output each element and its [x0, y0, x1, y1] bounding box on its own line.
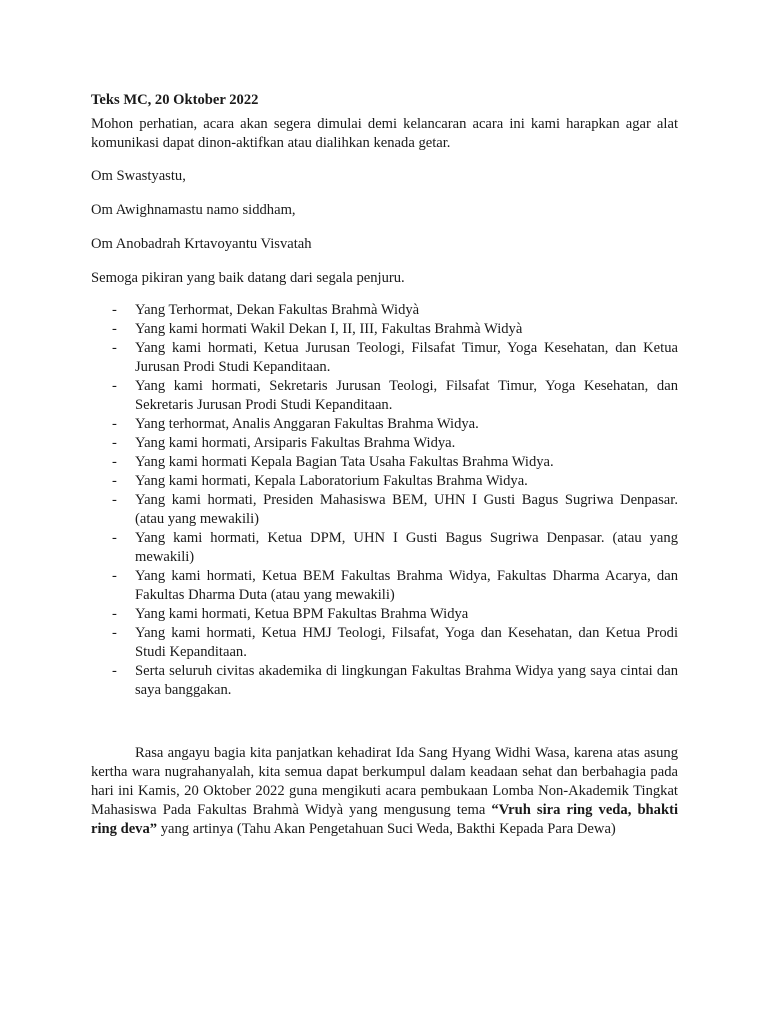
- list-item: - Yang kami hormati, Ketua HMJ Teologi, Filsafat, Yoga dan Kesehatan, dan Ketua Prodi Studi Kepanditaan.: [112, 625, 678, 660]
- bullet-dash: -: [112, 416, 117, 432]
- list-item: - Yang kami hormati, Ketua BEM Fakultas Brahma Widya, Fakultas Dharma Acarya, dan Fakultas Dharma Duta (atau yang mewakili): [112, 568, 678, 603]
- greeting-line: Om Anobadrah Krtavoyantu Visvatah: [91, 236, 312, 252]
- greeting-line: Om Swastyastu,: [91, 168, 186, 184]
- list-item: - Yang kami hormati, Presiden Mahasiswa BEM, UHN I Gusti Bagus Sugriwa Denpasar. (atau yang mewakili): [112, 492, 678, 527]
- bullet-dash: -: [112, 473, 117, 489]
- list-item: - Yang kami hormati Kepala Bagian Tata Usaha Fakultas Brahma Widya.: [112, 454, 554, 470]
- document-title: Teks MC, 20 Oktober 2022: [91, 92, 259, 108]
- bullet-dash: -: [112, 568, 117, 584]
- greeting-line: Semoga pikiran yang baik datang dari segala penjuru.: [91, 270, 405, 286]
- bullet-dash: -: [112, 302, 117, 318]
- bullet-dash: -: [112, 454, 117, 470]
- opening-paragraph: Rasa angayu bagia kita panjatkan kehadirat Ida Sang Hyang Widhi Wasa, karena atas asung kertha wara nugrahanyalah, kita semua dapat berkumpul dalam keadaan sehat dan berbahagia pada hari ini Kamis, 20 Oktober 2022 guna mengikuti acara pembukaan Lomba Non-Akademik Tingkat Mahasiswa Pada Fakultas Brahmà Widyà yang mengusung tema “Vruh sira ring veda, bhakti ring deva” yang artinya (Tahu Akan Pengetahuan Suci Weda, Bakthi Kepada Para Dewa): [91, 745, 678, 837]
- list-item: - Yang kami hormati Wakil Dekan I, II, III, Fakultas Brahmà Widyà: [112, 321, 523, 337]
- greeting-line: Om Awighnamastu namo siddham,: [91, 202, 296, 218]
- bullet-dash: -: [112, 530, 117, 546]
- list-item: - Serta seluruh civitas akademika di lingkungan Fakultas Brahma Widya yang saya cintai dan saya banggakan.: [112, 663, 678, 698]
- bullet-dash: -: [112, 625, 117, 641]
- bullet-dash: -: [112, 340, 117, 356]
- list-item: - Yang kami hormati, Arsiparis Fakultas Brahma Widya.: [112, 435, 456, 451]
- list-item: - Yang kami hormati, Sekretaris Jurusan Teologi, Filsafat Timur, Yoga Kesehatan, dan Sekretaris Jurusan Prodi Studi Kepanditaan.: [112, 378, 678, 413]
- intro-paragraph: Mohon perhatian, acara akan segera dimulai demi kelancaran acara ini kami harapkan agar alat komunikasi dapat dinon-aktifkan atau dialihkan kenada getar.: [91, 116, 678, 151]
- bullet-dash: -: [112, 321, 117, 337]
- bullet-dash: -: [112, 378, 117, 394]
- bullet-dash: -: [112, 606, 117, 622]
- bullet-dash: -: [112, 492, 117, 508]
- list-item: - Yang kami hormati, Ketua Jurusan Teologi, Filsafat Timur, Yoga Kesehatan, dan Ketua Jurusan Prodi Studi Kepanditaan.: [112, 340, 678, 375]
- honorifics-list: [91, 301, 678, 700]
- bullet-dash: -: [112, 663, 117, 679]
- list-item: - Yang kami hormati, Ketua DPM, UHN I Gusti Bagus Sugriwa Denpasar. (atau yang mewakili): [112, 530, 678, 565]
- list-item: - Yang terhormat, Analis Anggaran Fakultas Brahma Widya.: [112, 416, 479, 432]
- list-item: - Yang kami hormati, Ketua BPM Fakultas Brahma Widya: [112, 606, 469, 622]
- document-page: [91, 91, 678, 839]
- list-item: - Yang kami hormati, Kepala Laboratorium Fakultas Brahma Widya.: [112, 473, 528, 489]
- bullet-dash: -: [112, 435, 117, 451]
- theme-text: “Vruh sira ring veda, bhakti ring deva”: [91, 802, 678, 837]
- list-item: - Yang Terhormat, Dekan Fakultas Brahmà Widyà: [112, 302, 420, 318]
